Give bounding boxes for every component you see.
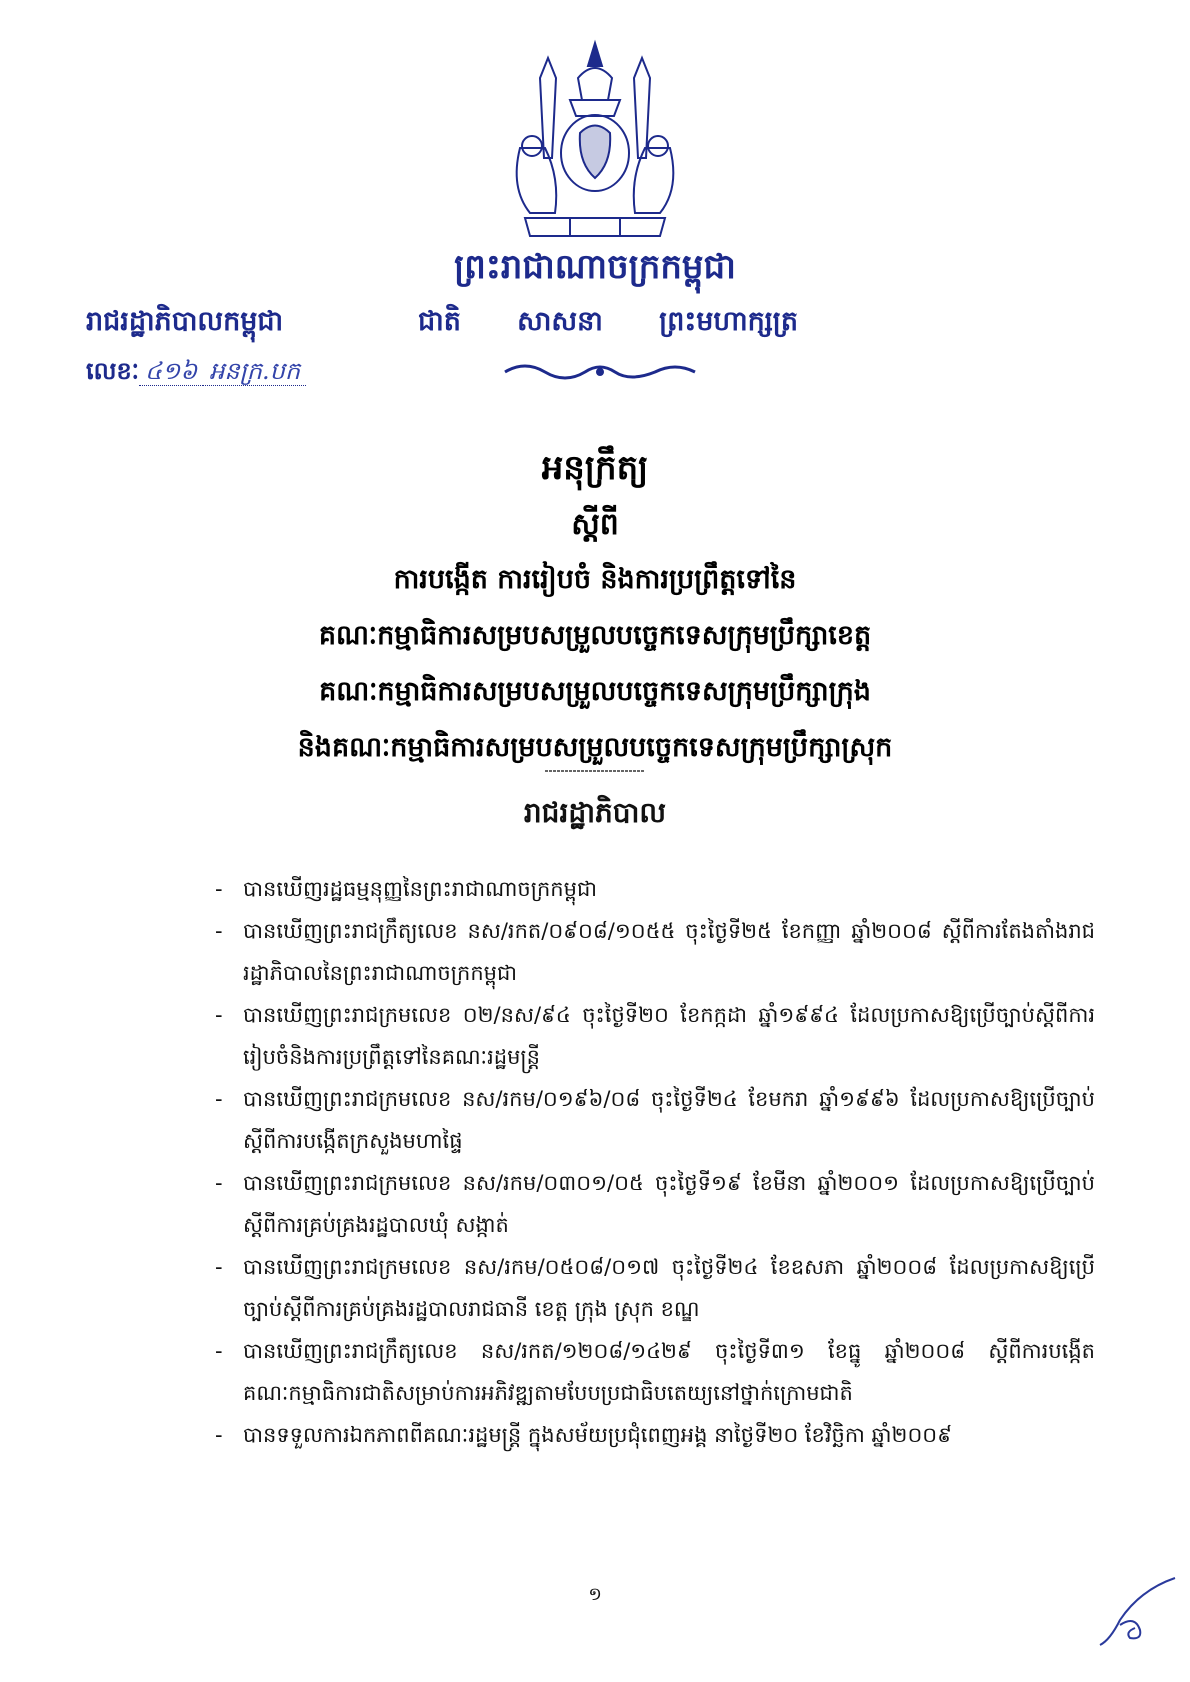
title-line: គណៈកម្មាធិការសម្របសម្រួលបច្ចេកទេសក្រុមប្រឹក្សាក្រុង [319, 676, 871, 707]
royal-coat-of-arms-emblem [500, 38, 690, 243]
reference-item: - បានឃើញព្រះរាជក្រមលេខ នស/រកម/០១៩៦/០៨ ចុះថ្ងៃទី២៤ ខែមករា ឆ្នាំ១៩៩៦ ដែលប្រកាសឱ្យប្រើច្បាប់ស្តីពីការបង្កើតក្រសួងមហាផ្ទៃ [215, 1078, 1095, 1162]
government-heading: រាជរដ្ឋាភិបាល [523, 796, 667, 829]
motto-king: ព្រះមហាក្សត្រ [659, 306, 798, 337]
reference-item: - បានឃើញព្រះរាជក្រមលេខ នស/រកម/០៣០១/០៥ ចុះថ្ងៃទី១៩ ខែមីនា ឆ្នាំ២០០១ ដែលប្រកាសឱ្យប្រើច្បាប់ស្តីពីការគ្រប់គ្រងរដ្ឋបាលឃុំ សង្កាត់ [215, 1162, 1095, 1246]
page-number: ១ [588, 1584, 602, 1605]
title-line: គណៈកម្មាធិការសម្របសម្រួលបច្ចេកទេសក្រុមប្រឹក្សាខេត្ត [318, 620, 872, 651]
reference-item: - បានឃើញព្រះរាជក្រឹត្យលេខ នស/រកត/១២០៨/១៤២៩ ចុះថ្ងៃទី៣១ ខែធ្នូ ឆ្នាំ២០០៨ ស្តីពីការបង្កើតគណៈកម្មាធិការជាតិសម្រាប់ការអភិវឌ្ឍតាមបែបប្រជាធិបតេយ្យនៅថ្នាក់ក្រោមជាតិ [215, 1330, 1095, 1414]
document-type: អនុក្រឹត្យ [541, 448, 649, 488]
reference-label: លេខៈ [86, 357, 140, 385]
reference-handwritten-number: ៤១៦ [139, 357, 203, 386]
reference-item: - បានទទួលការឯកភាពពីគណៈរដ្ឋមន្ត្រី ក្នុងសម័យប្រជុំពេញអង្គ នាថ្ងៃទី២០ ខែវិច្ឆិកា ឆ្នាំ២០០៩ [215, 1414, 1095, 1456]
decorative-flourish-icon [500, 358, 700, 386]
reference-item: - បានឃើញព្រះរាជក្រមលេខ ០២/នស/៩៤ ចុះថ្ងៃទី២០ ខែកក្កដា ឆ្នាំ១៩៩៤ ដែលប្រកាសឱ្យប្រើច្បាប់ស្តីពីការរៀបចំនិងការប្រព្រឹត្តទៅនៃគណៈរដ្ឋមន្ត្រី [215, 994, 1095, 1078]
reference-number [86, 356, 306, 391]
title-line: ការបង្កើត ការរៀបចំ និងការប្រព្រឹត្តទៅនៃ [393, 564, 797, 595]
motto-nation: ជាតិ [418, 306, 461, 337]
legal-references-list [215, 868, 1095, 1456]
reference-item: - បានឃើញព្រះរាជក្រឹត្យលេខ នស/រកត/០៩០៨/១០៥៥ ចុះថ្ងៃទី២៥ ខែកញ្ញា ឆ្នាំ២០០៨ ស្តីពីការតែងតាំងរាជរដ្ឋាភិបាលនៃព្រះរាជាណាចក្រកម្ពុជា [215, 910, 1095, 994]
separator-line [545, 768, 645, 774]
reference-suffix: អនក្រ.បក [203, 357, 306, 386]
title-line: និងគណៈកម្មាធិការសម្របសម្រួលបច្ចេកទេសក្រុមប្រឹក្សាស្រុក [297, 732, 893, 763]
national-motto [418, 305, 798, 344]
handwritten-initials-signature [1090, 1570, 1180, 1650]
decree-title-block [0, 438, 1190, 776]
issuing-government: រាជរដ្ឋាភិបាលកម្ពុជា [86, 306, 284, 337]
reference-item: - បានឃើញព្រះរាជក្រមលេខ នស/រកម/០៥០៨/០១៧ ចុះថ្ងៃទី២៤ ខែឧសភា ឆ្នាំ២០០៨ ដែលប្រកាសឱ្យប្រើច្បាប់ស្តីពីការគ្រប់គ្រងរដ្ឋបាលរាជធានី ខេត្ត ក្រុង ស្រុក ខណ្ឌ [215, 1246, 1095, 1330]
reference-item: - បានឃើញរដ្ឋធម្មនុញ្ញនៃព្រះរាជាណាចក្រកម្ពុជា [215, 868, 1095, 910]
title-about: ស្តីពី [571, 507, 619, 542]
motto-religion: សាសនា [517, 306, 603, 337]
kingdom-name: ព្រះរាជាណាចក្រកម្ពុជា [454, 247, 736, 287]
